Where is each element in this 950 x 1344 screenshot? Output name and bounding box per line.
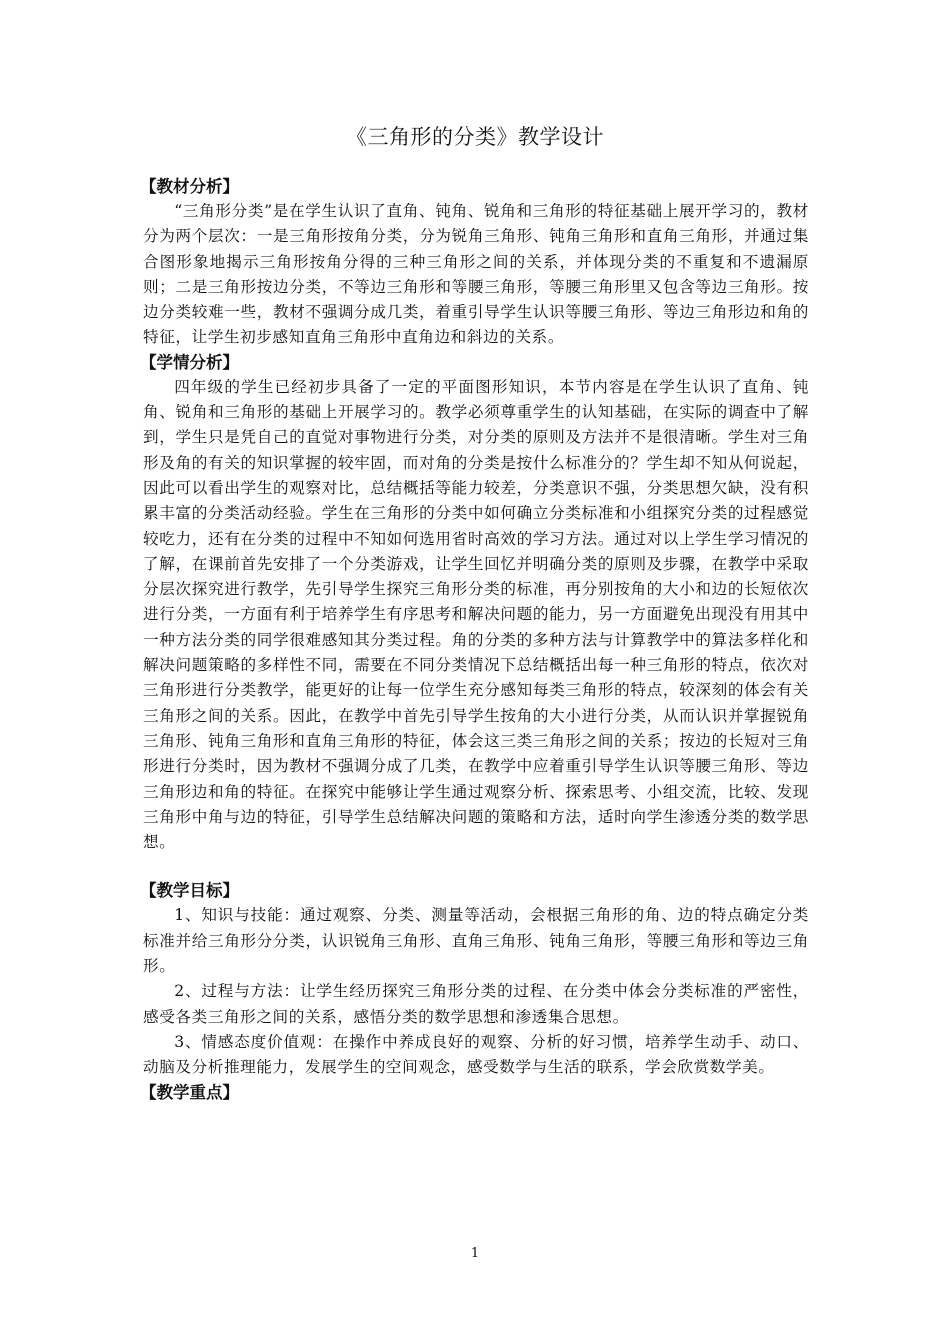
section-heading-key-points: 【教学重点】 (140, 1082, 239, 1102)
document-title: 《三角形的分类》教学设计 (346, 125, 604, 149)
objective-paragraph-3: 3、情感态度价值观：在操作中养成良好的观察、分析的好习惯，培养学生动手、动口、动脑及分析推理能力，发展学生的空间观念，感受数学与生活的联系，学会欣赏数学美。 (143, 1032, 809, 1077)
material-paragraph-1: “三角形分类”是在学生认识了直角、钝角、锐角和三角形的特征基础上展开学习的，教材分为两个层次：一是三角形按角分类，分为锐角三角形、钝角三角形和直角三角形，并通过集合图形象地揭示三角形按角分得的三种三角形之间的关系，并体现分类的不重复和不遗漏原则；二是三角形按边分类，不等边三角形和等腰三角形，等腰三角形里又包含等边三角形。按边分类较难一些，教材不强调分成几类，着重引导学生认识等腰三角形、等边三角形边和角的特征，让学生初步感知直角三角形中直角边和斜边的关系。 (143, 202, 809, 347)
section-heading-students: 【学情分析】 (140, 352, 239, 372)
document-body (140, 175, 809, 1105)
students-paragraph-1: 四年级的学生已经初步具备了一定的平面图形知识，本节内容是在学生认识了直角、钝角、锐角和三角形的基础上开展学习的。教学必须尊重学生的认知基础，在实际的调查中了解到，学生只是凭自己的直觉对事物进行分类，对分类的原则及方法并不是很清晰。学生对三角形及角的有关的知识掌握的较牢固，而对角的分类是按什么标准分的？学生却不知从何说起，因此可以看出学生的观察对比，总结概括等能力较差，分类意识不强，分类思想欠缺，没有积累丰富的分类活动经验。学生在三角形的分类中如何确立分类标准和小组探究分类的过程感觉较吃力，还有在分类的过程中不知如何选用省时高效的学习方法。通过对以上学生学习情况的了解，在课前首先安排了一个分类游戏，让学生回忆并明确分类的原则及步骤，在教学中采取分层次探究进行教学，先引导学生探究三角形分类的标准，再分别按角的大小和边的长短依次进行分类，一方面有利于培养学生有序思考和解决问题的能力，另一方面避免出现没有用其中一种方法分类的同学很难感知其分类过程。角的分类的多种方法与计算教学中的算法多样化和解决问题策略的多样性不同，需要在不同分类情况下总结概括出每一种三角形的特点，依次对三角形进行分类教学，能更好的让每一位学生充分感知每类三角形的特点，较深刻的体会有关三角形之间的关系。因此，在教学中首先引导学生按角的大小进行分类，从而认识并掌握锐角三角形、钝角三角形和直角三角形的特征，体会这三类三角形之间的关系；按边的长短对三角形进行分类时，因为教材不强调分成了几类，在教学中应着重引导学生认识等腰三角形、等边三角形边和角的特征。在探究中能够让学生通过观察分析、探索思考、小组交流，比较、发现三角形中角与边的特征，引导学生总结解决问题的策略和方法，适时向学生渗透分类的数学思想。 (143, 377, 809, 852)
page-number: 1 (470, 1246, 480, 1261)
section-heading-material: 【教材分析】 (140, 177, 239, 196)
objective-paragraph-1: 1、知识与技能：通过观察、分类、测量等活动，会根据三角形的角、边的特点确定分类标准并给三角形分分类，认识锐角三角形、直角三角形、钝角三角形，等腰三角形和等边三角形。 (143, 906, 809, 976)
objective-paragraph-2: 2、过程与方法：让学生经历探究三角形分类的过程、在分类中体会分类标准的严密性，感受各类三角形之间的关系，感悟分类的数学思想和渗透集合思想。 (143, 982, 809, 1026)
blank-line (143, 855, 809, 879)
section-heading-objectives: 【教学目标】 (140, 881, 239, 901)
